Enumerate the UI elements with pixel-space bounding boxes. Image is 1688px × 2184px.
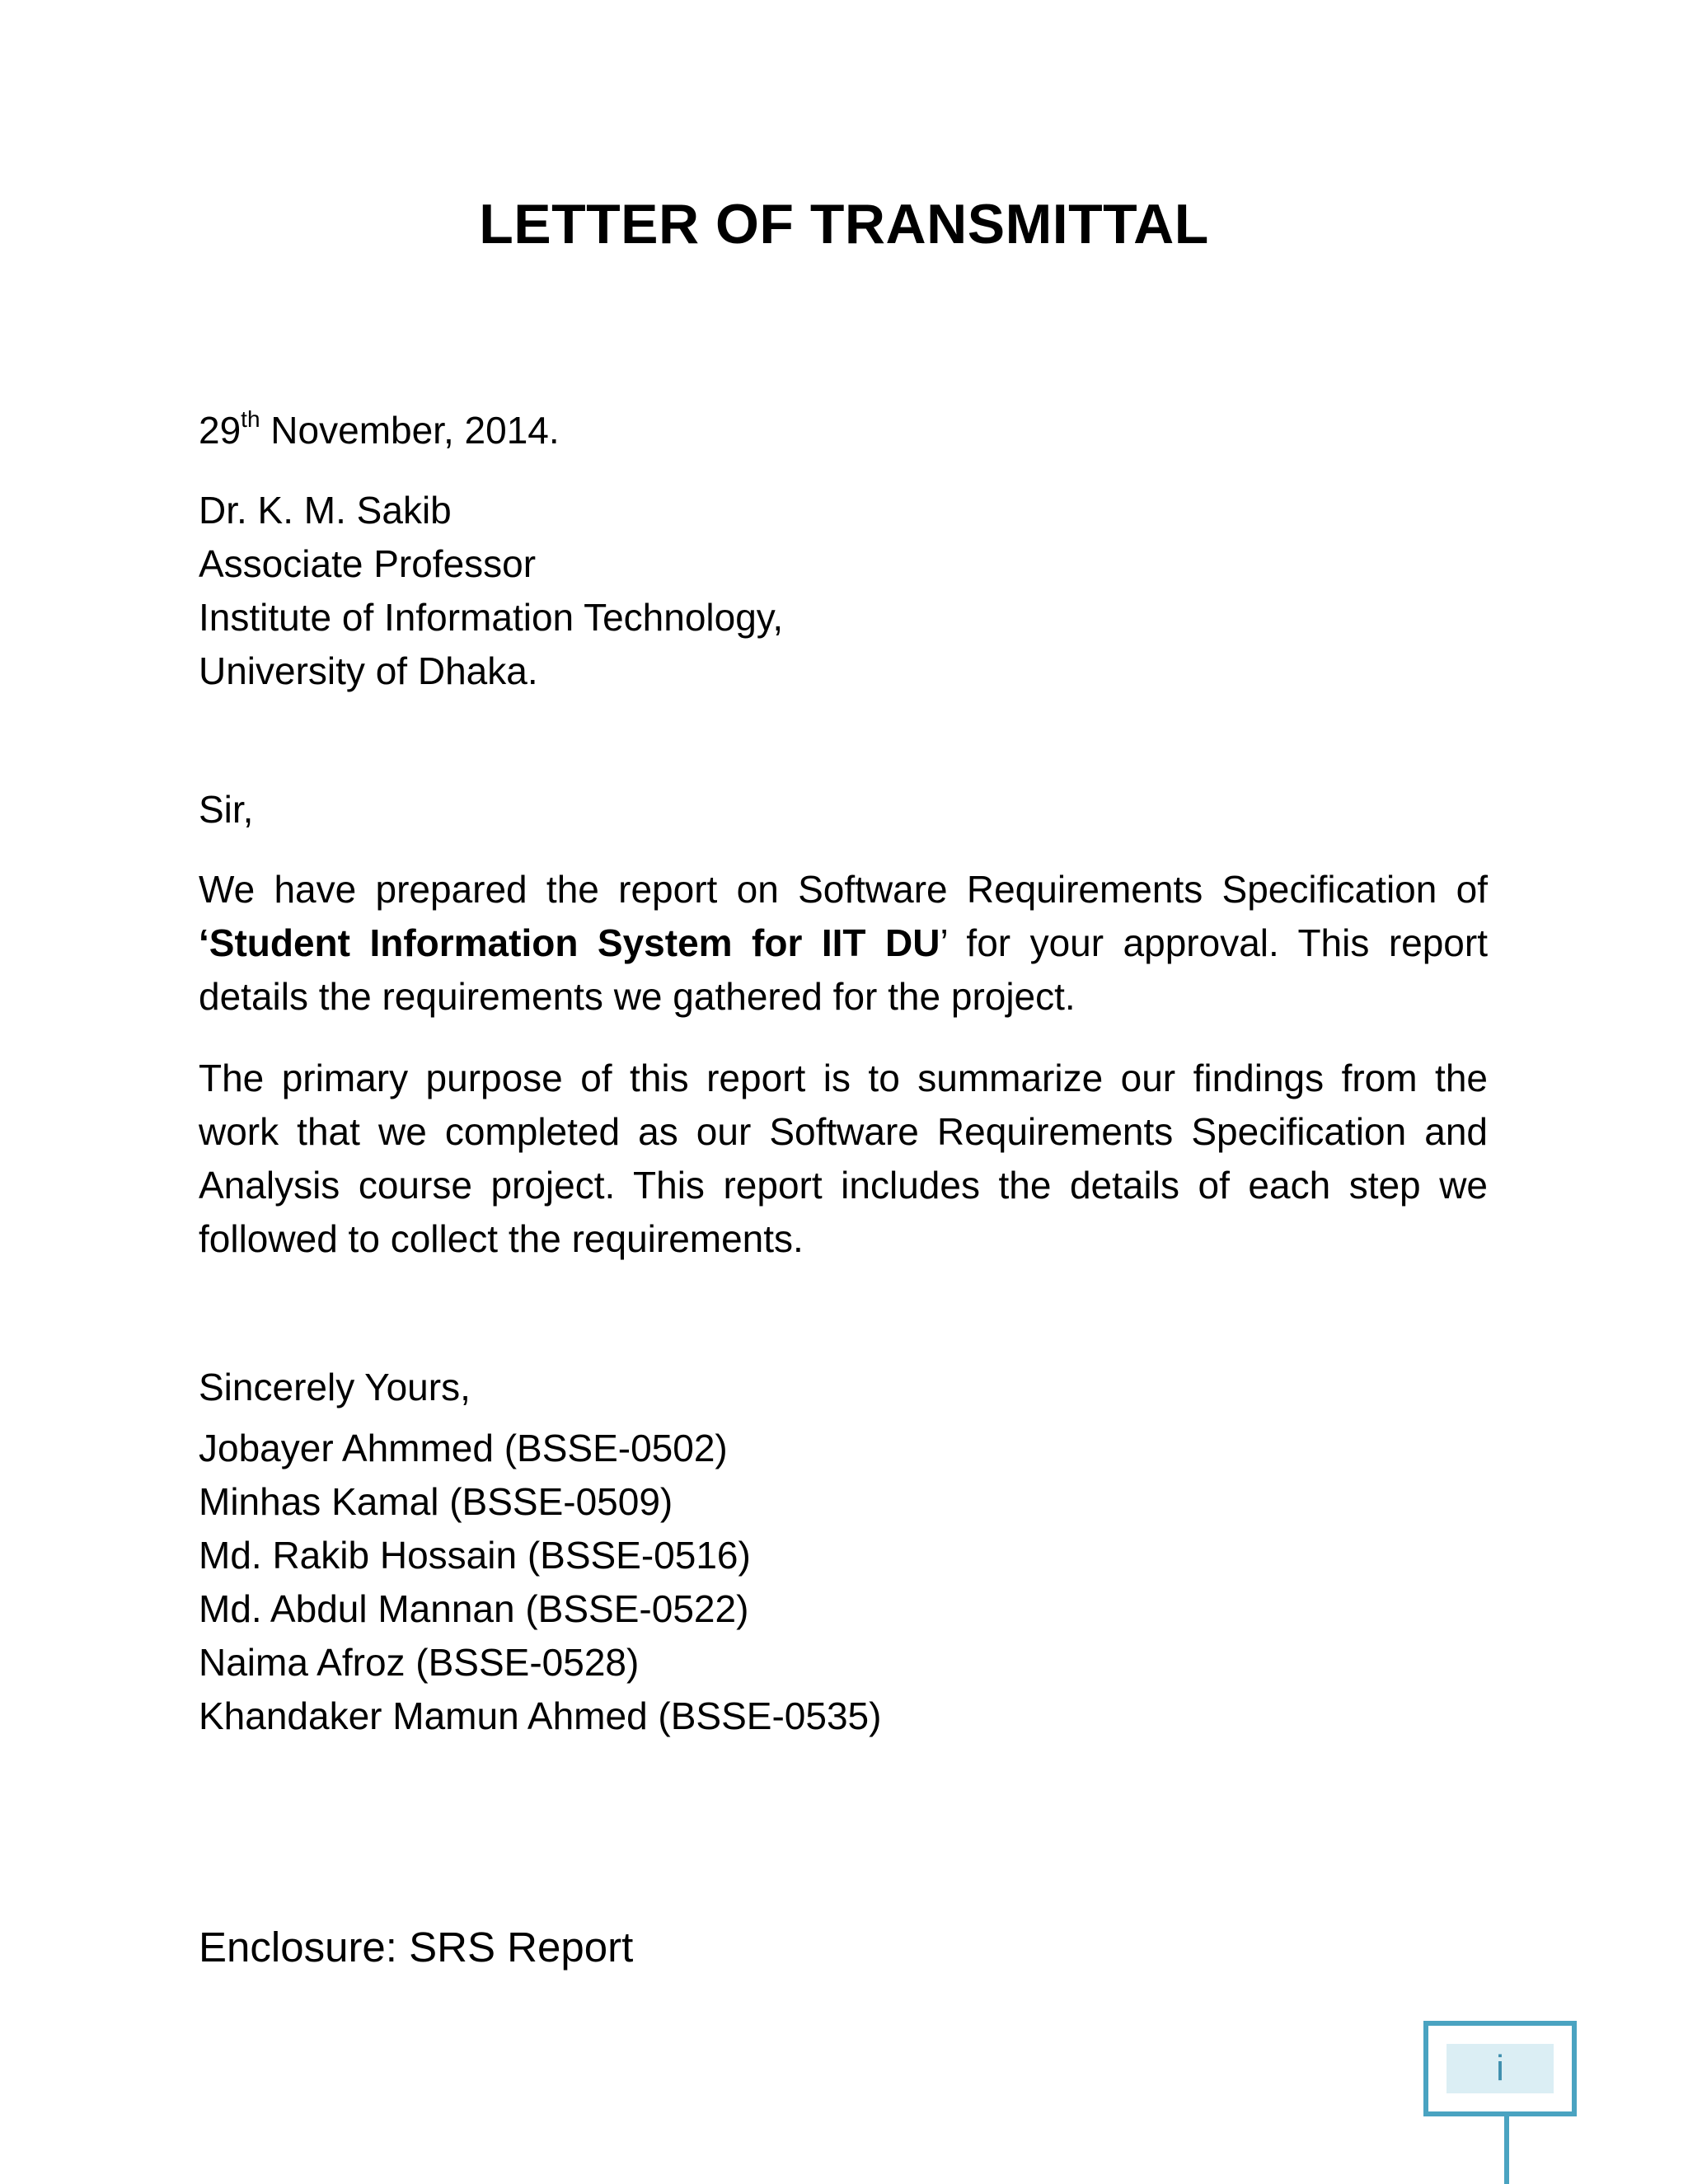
page-number-tail: [1504, 2116, 1509, 2184]
body-paragraph-1: [199, 863, 1488, 1024]
date-rest: November, 2014.: [260, 409, 560, 452]
signatory: Md. Abdul Mannan (BSSE-0522): [199, 1587, 749, 1630]
signatory: Naima Afroz (BSSE-0528): [199, 1641, 640, 1684]
date-day: 29: [199, 409, 241, 452]
signatory: Jobayer Ahmmed (BSSE-0502): [199, 1427, 728, 1469]
signatory: Khandaker Mamun Ahmed (BSSE-0535): [199, 1694, 882, 1737]
letter-date: [199, 404, 560, 462]
recipient-position: Associate Professor: [199, 542, 537, 585]
recipient-name: Dr. K. M. Sakib: [199, 489, 452, 532]
page-number-box: [1423, 2021, 1577, 2116]
recipient-institute: Institute of Information Technology,: [199, 596, 784, 639]
page-number: i: [1447, 2044, 1554, 2093]
page-title: LETTER OF TRANSMITTAL: [479, 193, 1209, 255]
project-name: ‘Student Information System for IIT DU: [199, 921, 940, 964]
recipient-university: University of Dhaka.: [199, 649, 538, 692]
signatory: Minhas Kamal (BSSE-0509): [199, 1480, 673, 1523]
enclosure-note: Enclosure: SRS Report: [199, 1924, 634, 1971]
salutation: Sir,: [199, 788, 254, 831]
paragraph-1-before: We have prepared the report on Software Requirements Specification of: [199, 868, 1488, 911]
paragraph-1-after: ’ for your approval. This report details the requirements we gathered for the project.: [199, 921, 1488, 1018]
closing: Sincerely Yours,: [199, 1366, 471, 1408]
body-paragraph-2: The primary purpose of this report is to summarize our findings from the work that we completed as our Software Requirements Specification and Analysis course project. This report includes the details of each step we followed to collect the requirements.: [199, 1057, 1488, 1260]
date-suffix: th: [241, 406, 260, 432]
signatory: Md. Rakib Hossain (BSSE-0516): [199, 1534, 751, 1577]
